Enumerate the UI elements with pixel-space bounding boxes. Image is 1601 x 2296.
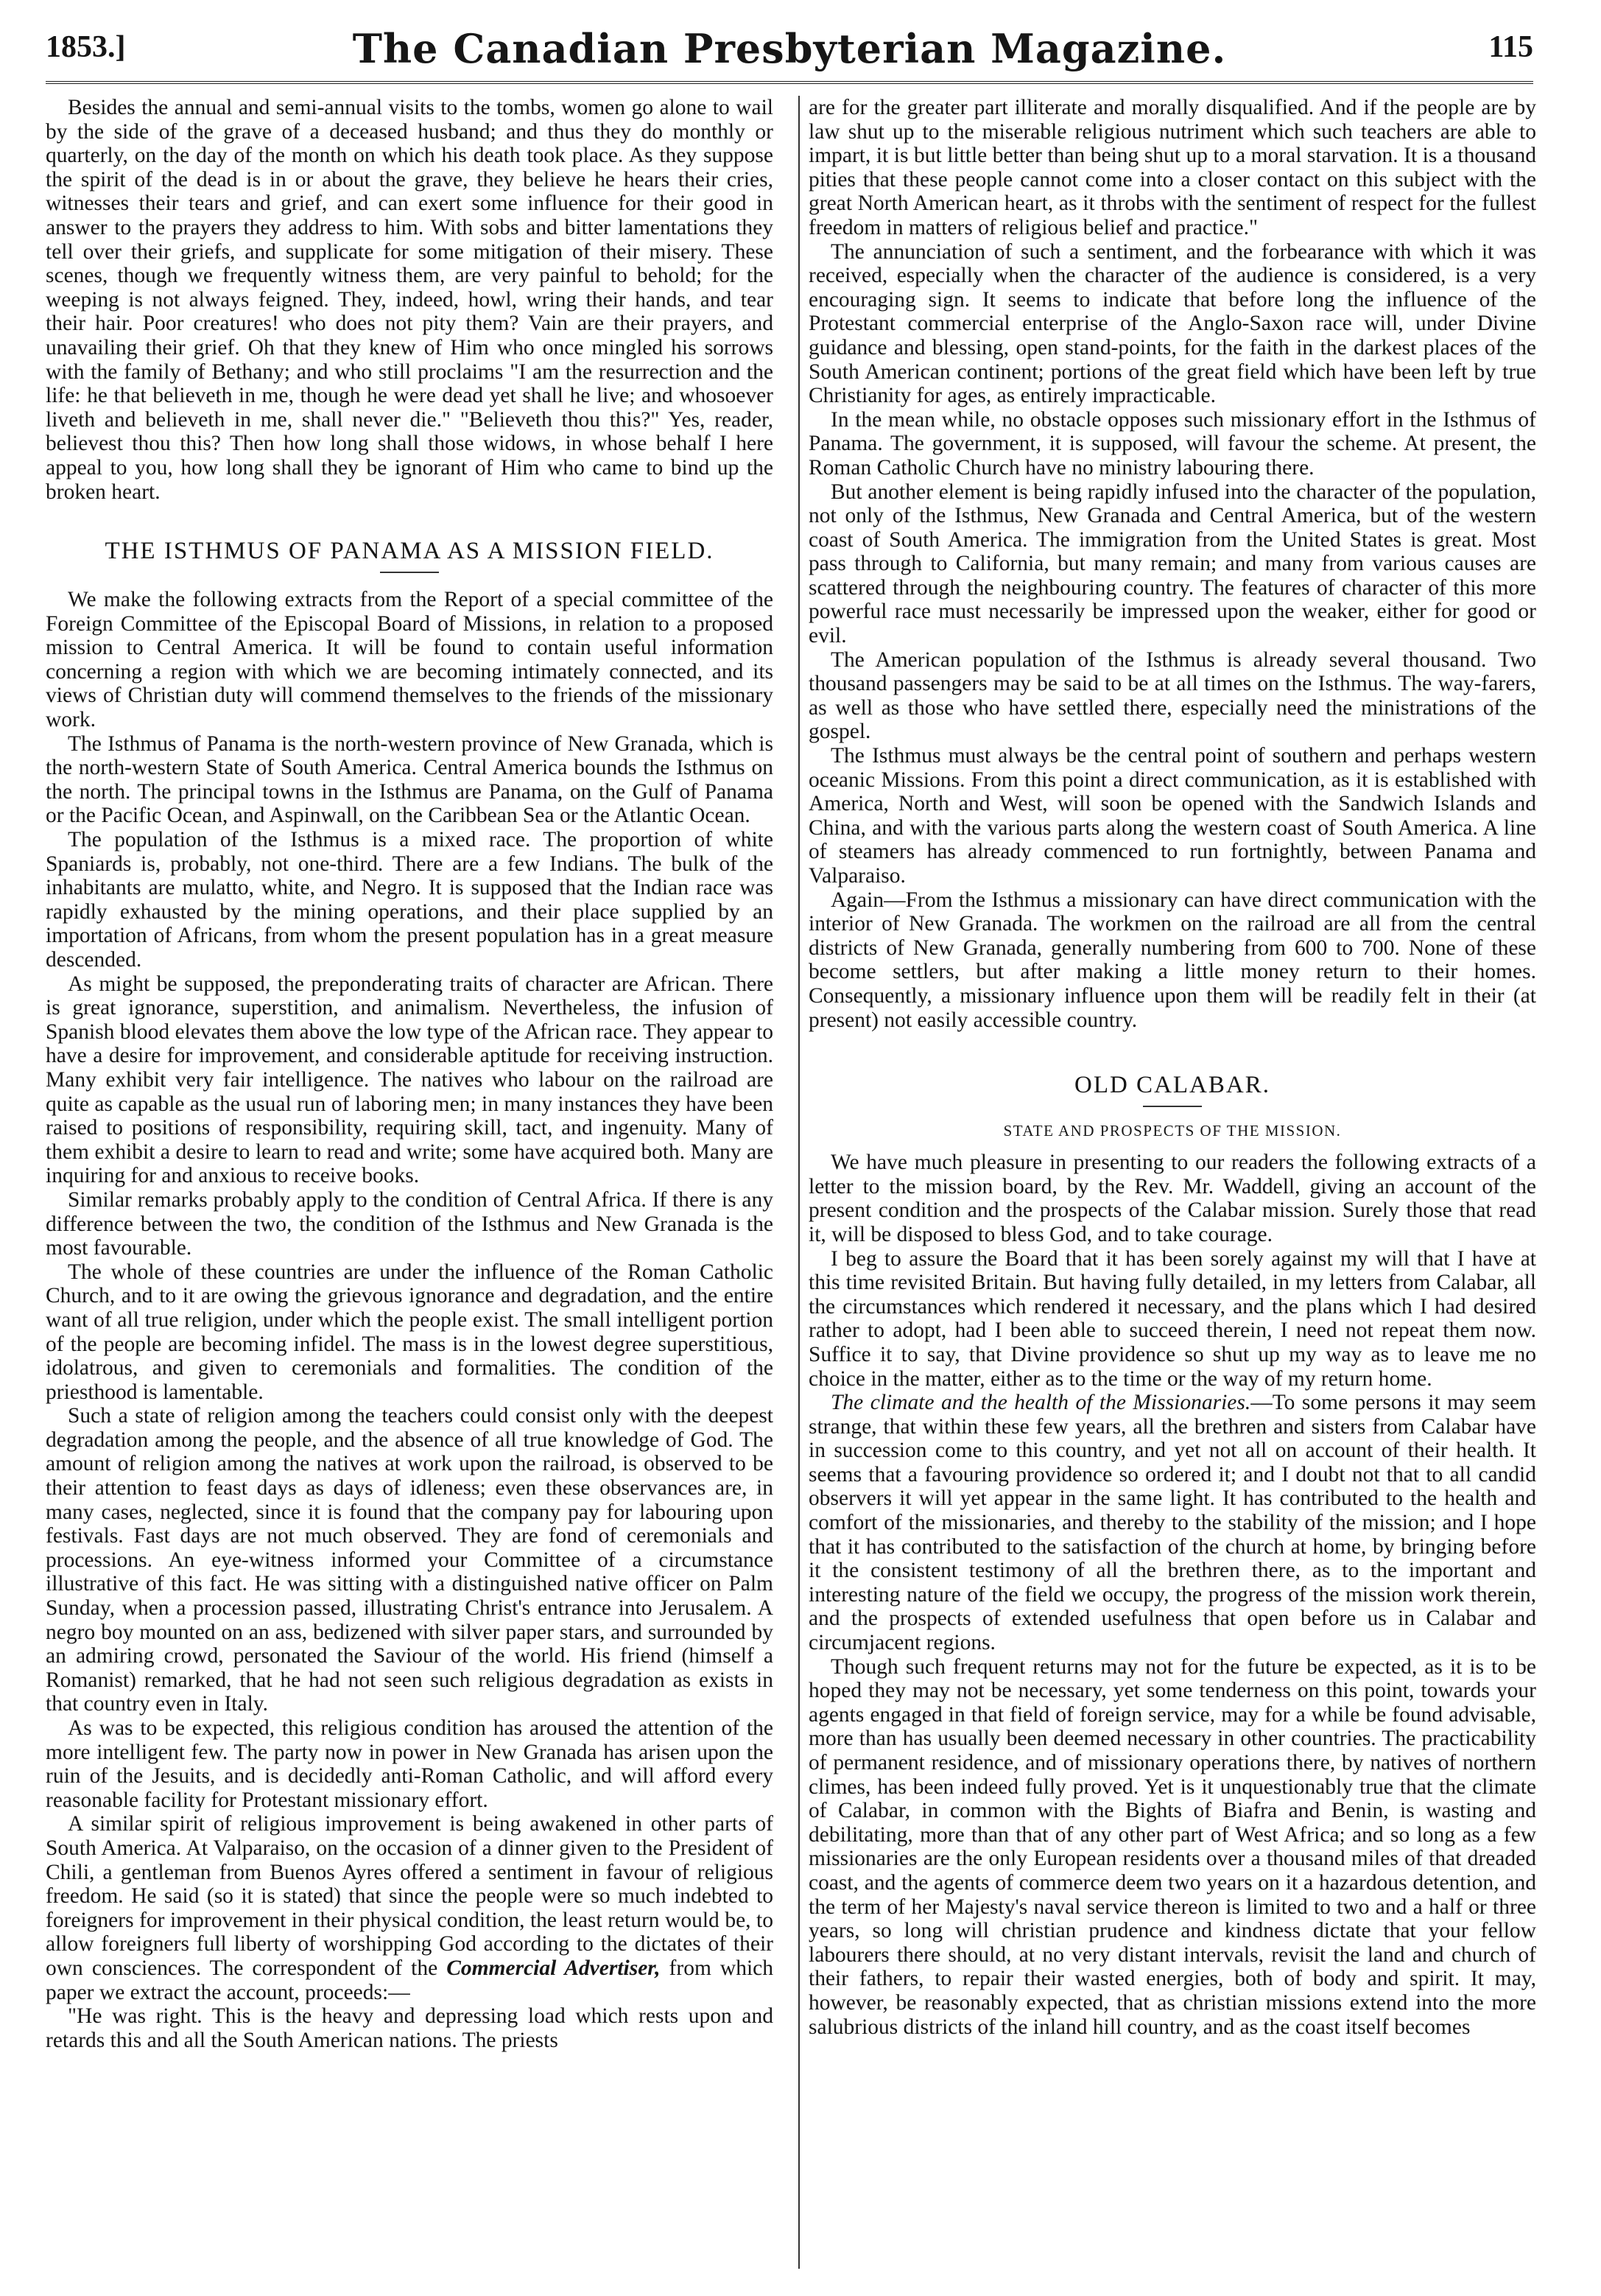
paragraph: Though such frequent returns may not for the future be expected, as it is to be hoped they may not be necessary, yet some tenderness on this point, towards your agents engaged in that field of foreign service, may for a while be found advisable, more than has usually been deemed necessary in other countries. The practicability of permanent residence, and of missionary operations there, by natives of northern climes, has been indeed fully proved. Yet is it unquestionably true that the climate of Calabar, in common with the Bights of Biafra and Benin, is wasting and debilitating, more than that of any other part of West Africa; and so long as a few missionaries are the only European residents over a thousand miles of that dreaded coast, and the agents of commerce deem two years on it a hazardous detention, and the term of her Majesty's naval service thereon is limited to two and a half or three years, so long will christian prudence and kindness dictate that your fellow labourers there should, at no very distant intervals, revisit the land and church of their fathers, to repair their wasted energies, both of body and spirit. It may, however, be reasonably expected, that as christian missions extend into the more salubrious districts of the inland hill country, and as the coast itself becomes	[809, 1654, 1536, 2039]
paragraph: The Isthmus of Panama is the north-western province of New Granada, which is the north-western State of South America. Central America bounds the Isthmus on the north. The principal towns in the Isthmus are Panama, on the Gulf of Panama or the Pacific Ocean, and Aspinwall, on the Caribbean Sea or the Atlantic Ocean.	[46, 731, 773, 828]
paragraph: The whole of these countries are under the influence of the Roman Catholic Church, and to it are owing the grievous ignorance and degradation, and the entire want of all true religion, under which the people exist. The small intelligent portion of the people are becoming infidel. The mass is in the lowest degree superstitious, idolatrous, and given to ceremonials and formalities. The condition of the priesthood is lamentable.	[46, 1260, 773, 1404]
magazine-title: The Canadian Presbyterian Magazine.	[352, 25, 1227, 72]
paragraph: The American population of the Isthmus is already several thousand. Two thousand passengers may be said to be at all times on the Isthmus. The way-farers, as well as those who have settled there, especially need the ministrations of the gospel.	[809, 647, 1536, 744]
paragraph: We have much pleasure in presenting to our readers the following extracts of a letter to the mission board, by the Rev. Mr. Waddell, giving an account of the present condition and the prospects of the Calabar mission. Surely those that read it, will be disposed to bless God, and to take courage.	[809, 1151, 1536, 1246]
paragraph: We make the following extracts from the Report of a special committee of the Foreign Committee of the Episcopal Board of Missions, in relation to a proposed mission to Central America. It will be found to contain useful information concerning a region with which we are becoming intimately connected, and its views of Christian duty will commend themselves to the friends of the missionary work.	[46, 588, 773, 732]
paragraph: "He was right. This is the heavy and depressing load which rests upon and retards this and all the South American nations. The priests	[46, 2004, 773, 2052]
paragraph: I beg to assure the Board that it has been sorely against my will that I have at this time revisited Britain. But having fully detailed, in my letters from Calabar, all the circumstances which rendered it necessary, and the plans which I had desired rather to adopt, had I been able to succeed therein, I need not repeat them now. Suffice it to say, that Divine providence so shut up my way as to leave me no choice in the matter, either as to the time or the way of my return home.	[809, 1246, 1536, 1391]
paragraph: The annunciation of such a sentiment, and the forbearance with which it was received, especially when the character of the audience is considered, is a very encouraging sign. It seems to indicate that before long the influence of the Protestant commercial enterprise of the Anglo-Saxon race will, under Divine guidance and blessing, open stand-points, for the faith in the darkest places of the South American continent; portions of the great field which have been left by true Christianity for ages, as entirely impracticable.	[809, 239, 1536, 408]
paragraph: As might be supposed, the preponderating traits of character are African. There is great ignorance, superstition, and animalism. Nevertheless, the infusion of Spanish blood elevates them above the low type of the African race. They appear to have a desire for improvement, and considerable aptitude for receiving instruction. Many exhibit very fair intelligence. The natives who labour on the railroad are quite as capable as the usual run of laboring men; in many instances they have been raised to positions of responsibility, requiring skill, tact, and ingenuity. Many of them exhibit a desire to learn to read and write; some have acquired both. Many are inquiring for and anxious to receive books.	[46, 972, 773, 1188]
paragraph: Such a state of religion among the teachers could consist only with the deepest degradation among the people, and the absence of all true knowledge of God. The amount of religion among the natives at work upon the railroad, is observed to be their attention to feast days as days of idleness; even these observances are, in many cases, neglected, since it is found that the company pay for labouring upon festivals. Fast days are not much observed. They are fond of ceremonials and processions. An eye-witness informed your Committee of a circumstance illustrative of this fact. He was sitting with a distinguished native officer on Palm Sunday, when a procession passed, illustrating Christ's entrance into Jerusalem. A negro boy mounted on an ass, bedizened with silver paper stars, and surrounded by an admiring crowd, personated the Saviour of the world. His friend (himself a Romanist) remarked, that he had not seen such religious degradation as exists in that country even in Italy.	[46, 1404, 773, 1716]
paragraph	[809, 1391, 1536, 1655]
paragraph: Again—From the Isthmus a missionary can have direct communication with the interior of New Granada. The workmen on the railroad are all from the central districts of New Granada, generally numbering from 600 to 700. None of these become settlers, but after making a little money return to their homes. Consequently, a missionary influence upon them will be readily felt in their (at present) not easily accessible country.	[809, 888, 1536, 1032]
title-rule	[380, 572, 439, 573]
section-subtitle: STATE AND PROSPECTS OF THE MISSION.	[1003, 1122, 1342, 1140]
paragraph: As was to be expected, this religious condition has aroused the attention of the more intelligent few. The party now in power in New Granada has arisen upon the ruin of the Jesuits, and is decidedly anti-Roman Catholic, and will afford every reasonable facility for Protestant missionary effort.	[46, 1716, 773, 1812]
continued-paragraph: are for the greater part illiterate and morally disqualified. And if the people are by law shut up to the miserable religious nutriment which such teachers are able to impart, it is but little better than being shut up to a moral starvation. It is a thousand pities that these people cannot come into a closer contact on this subject with the great North American heart, as it throbs with the sentiment of respect for the fullest freedom in matters of religious belief and practice."	[809, 96, 1536, 239]
title-rule	[1143, 1106, 1202, 1107]
page-header	[46, 22, 1533, 84]
text: A similar spirit of religious improvement is being awakened in other parts of South America. At Valparaiso, on the occasion of a dinner given to the President of Chili, a gentleman from Buenos Ayres offered a sentiment in favour of religious freedom. He said (so it is stated) that since the people were so much indebted to foreigners for improvement in their physical condition, the least return would be, to allow foreigners full liberty of worshipping God according to the dictates of their own consciences. The correspondent of the	[46, 1812, 773, 1980]
section-title-panama: THE ISTHMUS OF PANAMA AS A MISSION FIELD.	[105, 538, 714, 565]
paragraph: The population of the Isthmus is a mixed race. The proportion of white Spaniards is, probably, not one-third. There are a few Indians. The bulk of the inhabitants are mulatto, white, and Negro. It is supposed that the Indian race was rapidly exhausted by the mining operations, and their place supplied by an importation of Africans, from whom the present population has in a great measure descended.	[46, 828, 773, 972]
column-divider	[798, 96, 800, 2269]
text: from which paper we extract the account, proceeds:—	[46, 1956, 773, 2004]
paragraph: In the mean while, no obstacle opposes such missionary effort in the Isthmus of Panama. The government, it is supposed, will favour the scheme. At present, the Roman Catholic Church have no ministry labouring there.	[809, 407, 1536, 480]
paragraph: Similar remarks probably apply to the condition of Central Africa. If there is any difference between the two, the condition of the Isthmus and New Granada is the most favourable.	[46, 1187, 773, 1260]
paragraph: But another element is being rapidly infused into the character of the population, not only of the Isthmus, New Granada and Central America, but of the western coast of South America. The immigration from the United States is great. Most pass through to California, but many remain; and many from various causes are scattered through the neighbouring country. The features of character of this more powerful race must necessarily be impressed upon the weaker, either for good or evil.	[809, 480, 1536, 648]
newspaper-name: Commercial Advertiser,	[446, 1956, 661, 1980]
right-column	[809, 96, 1536, 2269]
left-column	[46, 96, 773, 2269]
section-title-calabar: OLD CALABAR.	[1074, 1072, 1270, 1099]
text: —To some persons it may seem strange, that within these few years, all the brethren and sisters from Calabar have in succession come to this country, and yet not all on account of their health. It seems that a favouring providence so ordered it; and I doubt not that to all candid observers it will yet appear in the same light. It has contributed to the health and comfort of the missionaries, and thereby to the stability of the mission; and I hope that it has contributed to the satisfaction of the church at home, by bringing before it the consistent testimony of all the brethren there, as to the important and interesting nature of the field we occupy, the progress of the mission work therein, and the prospects of extended usefulness that open before us in Calabar and circumjacent regions.	[809, 1391, 1536, 1655]
paragraph: The Isthmus must always be the central point of southern and perhaps western oceanic Missions. From this point a direct communication, as it is established with America, North and West, will soon be opened with the Sandwich Islands and China, and with the various parts along the western coast of South America. A line of steamers has already commenced to run fortnightly, between Panama and Valparaiso.	[809, 744, 1536, 888]
paragraph	[46, 1812, 773, 2004]
page-number: 115	[1488, 30, 1533, 64]
intro-paragraph: Besides the annual and semi-annual visits to the tombs, women go alone to wail by the side of the grave of a deceased husband; and thus they do monthly or quarterly, on the day of the month on which his death took place. As they suppose the spirit of the dead is in or about the grave, they believe he hears their cries, witnesses their tears and grief, and can exert some influence for their good in answer to the prayers they address to him. With sobs and bitter lamentations they tell over their griefs, and supplicate for some mitigation of their misery. These scenes, though we frequently witness them, are very painful to behold; for the weeping is not always feigned. They, indeed, howl, wring their hands, and tear their hair. Poor creatures! who does not pity them? Vain are their prayers, and unavailing their grief. Oh that they knew of Him who once mingled his sorrows with the family of Bethany; and who still proclaims "I am the resurrection and the life: he that believeth in me, though he were dead yet shall he live; and whosoever liveth and believeth in me, shall never die." "Believeth thou this?" Yes, reader, believest thou this? Then how long shall those widows, in whose behalf I here appeal to you, how long shall they be ignorant of Him who came to bind up the broken heart.	[46, 96, 773, 504]
issue-date: 1853.]	[46, 30, 126, 64]
subheading: The climate and the health of the Missionaries.	[831, 1391, 1251, 1415]
